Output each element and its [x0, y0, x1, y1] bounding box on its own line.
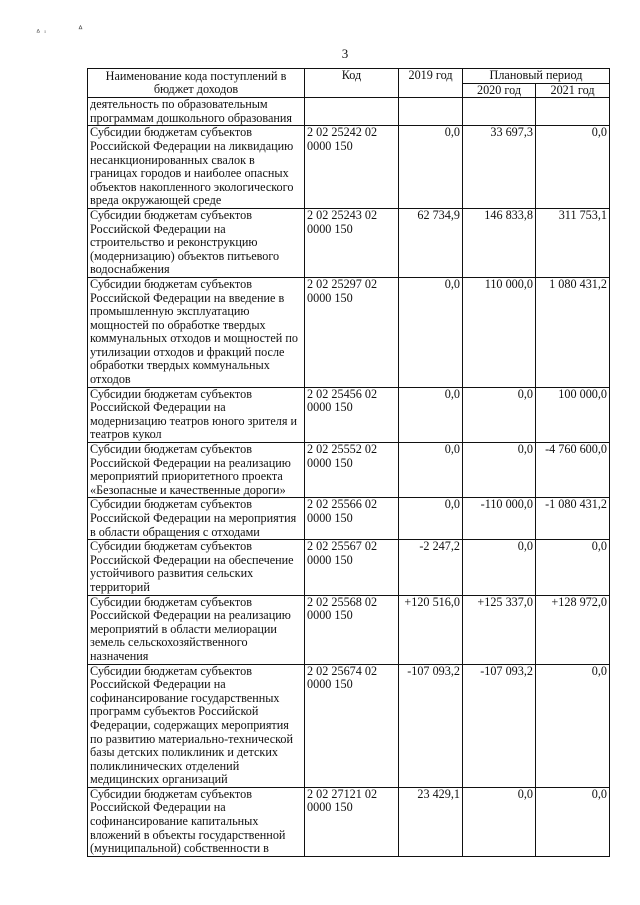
value-2020-cell: 33 697,3 — [463, 126, 536, 209]
value-2021-cell — [536, 98, 610, 126]
table-row — [88, 126, 610, 209]
value-2020-cell: -110 000,0 — [463, 498, 536, 540]
value-2021-cell: 0,0 — [536, 540, 610, 595]
name-cell: Субсидии бюджетам субъектов Российской Федерации на обеспечение устойчивого развития сельских территорий — [88, 540, 305, 595]
value-2020-cell: 146 833,8 — [463, 208, 536, 277]
code-cell: 2 02 25567 02 0000 150 — [305, 540, 399, 595]
header-planned-period: Плановый период — [463, 69, 610, 84]
name-cell: Субсидии бюджетам субъектов Российской Федерации на софинансирование капитальных вложений в объекты государственной (муниципальной) собственности в — [88, 787, 305, 856]
code-cell — [305, 98, 399, 126]
table-row — [88, 387, 610, 442]
value-2021-cell: 311 753,1 — [536, 208, 610, 277]
name-cell: Субсидии бюджетам субъектов Российской Федерации на реализацию мероприятий в области мелиорации земель сельскохозяйственного назначения — [88, 595, 305, 664]
value-2019-cell: 62 734,9 — [399, 208, 463, 277]
table-row — [88, 208, 610, 277]
name-cell: Субсидии бюджетам субъектов Российской Федерации на мероприятия в области обращения с отходами — [88, 498, 305, 540]
code-cell: 2 02 25456 02 0000 150 — [305, 387, 399, 442]
value-2020-cell — [463, 98, 536, 126]
header-2020: 2020 год — [463, 83, 536, 98]
value-2020-cell: 0,0 — [463, 787, 536, 856]
value-2019-cell: -107 093,2 — [399, 664, 463, 787]
value-2021-cell: -4 760 600,0 — [536, 443, 610, 498]
value-2019-cell — [399, 98, 463, 126]
code-cell: 2 02 25568 02 0000 150 — [305, 595, 399, 664]
value-2020-cell: 110 000,0 — [463, 277, 536, 387]
scan-mark-right: ᐞ — [78, 24, 83, 34]
code-cell: 2 02 25674 02 0000 150 — [305, 664, 399, 787]
table-row — [88, 443, 610, 498]
table-row — [88, 664, 610, 787]
table-row — [88, 595, 610, 664]
header-code: Код — [305, 69, 399, 98]
code-cell: 2 02 25242 02 0000 150 — [305, 126, 399, 209]
value-2021-cell: +128 972,0 — [536, 595, 610, 664]
value-2021-cell: -1 080 431,2 — [536, 498, 610, 540]
code-cell: 2 02 25552 02 0000 150 — [305, 443, 399, 498]
header-name: Наименование кода поступлений в бюджет доходов — [88, 69, 305, 98]
value-2019-cell: 0,0 — [399, 126, 463, 209]
table-row — [88, 277, 610, 387]
table-row — [88, 98, 610, 126]
name-cell: Субсидии бюджетам субъектов Российской Федерации на строительство и реконструкцию (модернизацию) объектов питьевого водоснабжения — [88, 208, 305, 277]
name-cell: деятельность по образовательным программам дошкольного образования — [88, 98, 305, 126]
value-2019-cell: 0,0 — [399, 443, 463, 498]
value-2020-cell: +125 337,0 — [463, 595, 536, 664]
code-cell: 2 02 25243 02 0000 150 — [305, 208, 399, 277]
code-cell: 2 02 27121 02 0000 150 — [305, 787, 399, 856]
value-2021-cell: 1 080 431,2 — [536, 277, 610, 387]
name-cell: Субсидии бюджетам субъектов Российской Федерации на модернизацию театров юного зрителя и театров кукол — [88, 387, 305, 442]
header-2021: 2021 год — [536, 83, 610, 98]
value-2019-cell: 0,0 — [399, 277, 463, 387]
value-2020-cell: -107 093,2 — [463, 664, 536, 787]
scan-mark-left: ᐞ ᶦ — [36, 28, 47, 37]
value-2019-cell: 0,0 — [399, 387, 463, 442]
name-cell: Субсидии бюджетам субъектов Российской Федерации на софинансирование государственных программ субъектов Российской Федерации, содержащих мероприятия по развитию материально-технической базы детских поликлиник и детских поликлинических отделений медицинских организаций — [88, 664, 305, 787]
value-2019-cell: 23 429,1 — [399, 787, 463, 856]
name-cell: Субсидии бюджетам субъектов Российской Федерации на реализацию мероприятий приоритетного проекта «Безопасные и качественные дороги» — [88, 443, 305, 498]
value-2020-cell: 0,0 — [463, 540, 536, 595]
value-2021-cell: 0,0 — [536, 787, 610, 856]
value-2020-cell: 0,0 — [463, 387, 536, 442]
value-2020-cell: 0,0 — [463, 443, 536, 498]
code-cell: 2 02 25566 02 0000 150 — [305, 498, 399, 540]
value-2019-cell: -2 247,2 — [399, 540, 463, 595]
value-2019-cell: +120 516,0 — [399, 595, 463, 664]
table-row — [88, 498, 610, 540]
table-row — [88, 540, 610, 595]
header-2019: 2019 год — [399, 69, 463, 98]
budget-revenue-table — [87, 68, 610, 857]
name-cell: Субсидии бюджетам субъектов Российской Федерации на введение в промышленную эксплуатацию мощностей по обработке твердых коммунальных отходов и мощностей по утилизации отходов и фракций после обработки твердых коммунальных отходов — [88, 277, 305, 387]
code-cell: 2 02 25297 02 0000 150 — [305, 277, 399, 387]
value-2021-cell: 0,0 — [536, 126, 610, 209]
page-number: 3 — [341, 46, 349, 61]
table-row — [88, 787, 610, 856]
value-2021-cell: 0,0 — [536, 664, 610, 787]
name-cell: Субсидии бюджетам субъектов Российской Федерации на ликвидацию несанкционированных свалок в границах городов и наиболее опасных объектов накопленного экологического вреда окружающей среде — [88, 126, 305, 209]
value-2019-cell: 0,0 — [399, 498, 463, 540]
table-body — [88, 98, 610, 857]
value-2021-cell: 100 000,0 — [536, 387, 610, 442]
